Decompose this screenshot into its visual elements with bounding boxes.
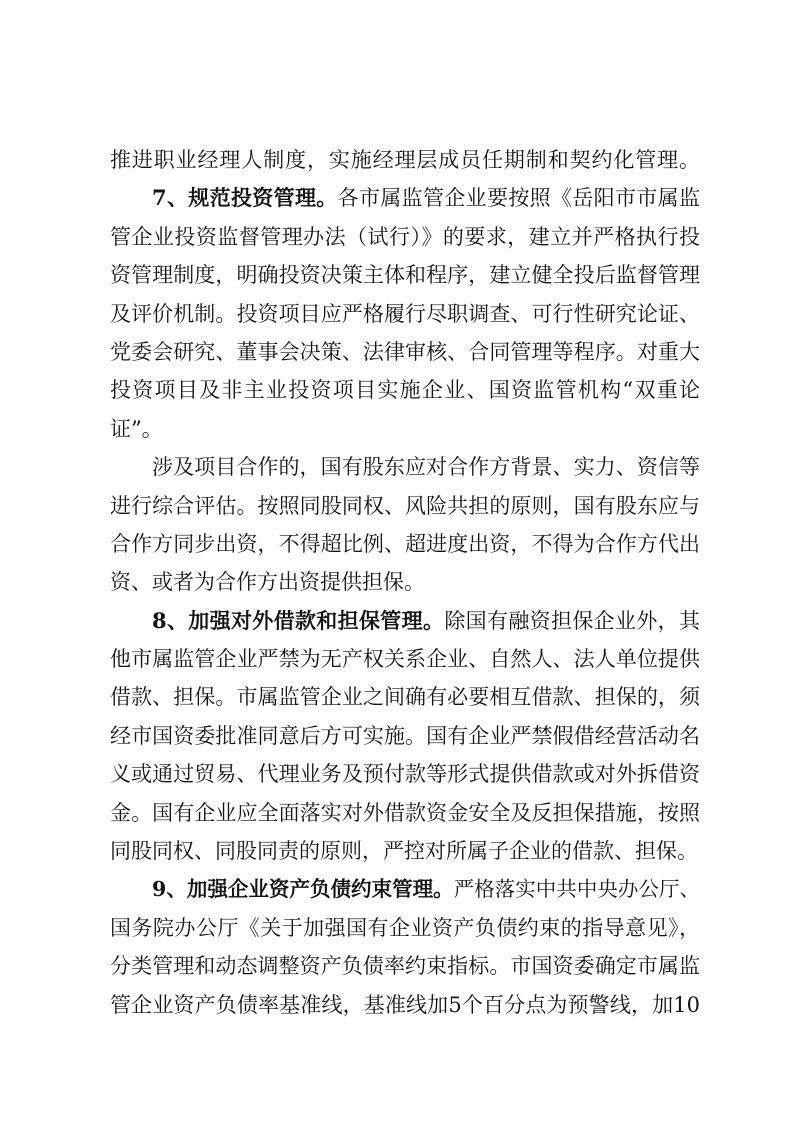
- text-line: 党委会研究、董事会决策、法律审核、合同管理等程序。对重大: [110, 339, 700, 364]
- text-line: 及评价机制。投资项目应严格履行尽职调查、可行性研究论证、: [110, 301, 700, 326]
- text-line: 金。国有企业应全面落实对外借款资金安全及反担保措施，按照: [110, 800, 700, 825]
- section-7-paragraph: [110, 179, 700, 217]
- text-line: 管企业投资监督管理办法（试行）》的要求，建立并严格执行投: [110, 224, 700, 249]
- text-line: 经市国资委批准同意后方可实施。国有企业严禁假借经营活动名: [110, 723, 700, 748]
- section-7-heading: 7、规范投资管理。: [152, 185, 338, 211]
- text-line: 义或通过贸易、代理业务及预付款等形式提供借款或对外拆借资: [110, 762, 700, 787]
- text-line: 他市属监管企业严禁为无产权关系企业、自然人、法人单位提供: [110, 647, 700, 672]
- section-9-heading: 9、加强企业资产负债约束管理。: [152, 877, 454, 902]
- text-line: 分类管理和动态调整资产负债率约束指标。市国资委确定市属监: [110, 954, 700, 979]
- section-8-heading: 8、加强对外借款和担保管理。: [152, 607, 445, 633]
- text-segment: 除国有融资担保企业外，其: [444, 608, 700, 633]
- text-line: 推进职业经理人制度，实施经理层成员任期制和契约化管理。: [110, 148, 700, 172]
- section-8-paragraph: [110, 602, 700, 640]
- text-line: 合作方同步出资，不得超比例、超进度出资，不得为合作方代出: [110, 531, 700, 556]
- text-line: 涉及项目合作的，国有股东应对合作方背景、实力、资信等: [152, 455, 700, 480]
- text-line: 管企业资产负债率基准线，基准线加5个百分点为预警线，加10: [110, 992, 700, 1017]
- text-line: 国务院办公厅《关于加强国有企业资产负债约束的指导意见》，: [110, 915, 700, 940]
- text-segment: 各市属监管企业要按照《岳阳市市属监: [337, 186, 700, 211]
- text-line: 资管理制度，明确投资决策主体和程序，建立健全投后监督管理: [110, 263, 700, 288]
- text-segment: 严格落实中共中央办公厅、: [453, 877, 700, 902]
- text-line: 证”。: [110, 416, 163, 441]
- text-line: 同股同权、同股同责的原则，严控对所属子企业的借款、担保。: [110, 839, 698, 864]
- text-line: 进行综合评估。按照同股同权、风险共担的原则，国有股东应与: [110, 493, 700, 518]
- section-9-paragraph: [110, 870, 700, 908]
- text-line: 借款、担保。市属监管企业之间确有必要相互借款、担保的，须: [110, 685, 700, 710]
- text-line: 投资项目及非主业投资项目实施企业、国资监管机构“双重论: [110, 378, 700, 403]
- body-text: [110, 141, 700, 1024]
- text-line: 资、或者为合作方出资提供担保。: [110, 570, 425, 595]
